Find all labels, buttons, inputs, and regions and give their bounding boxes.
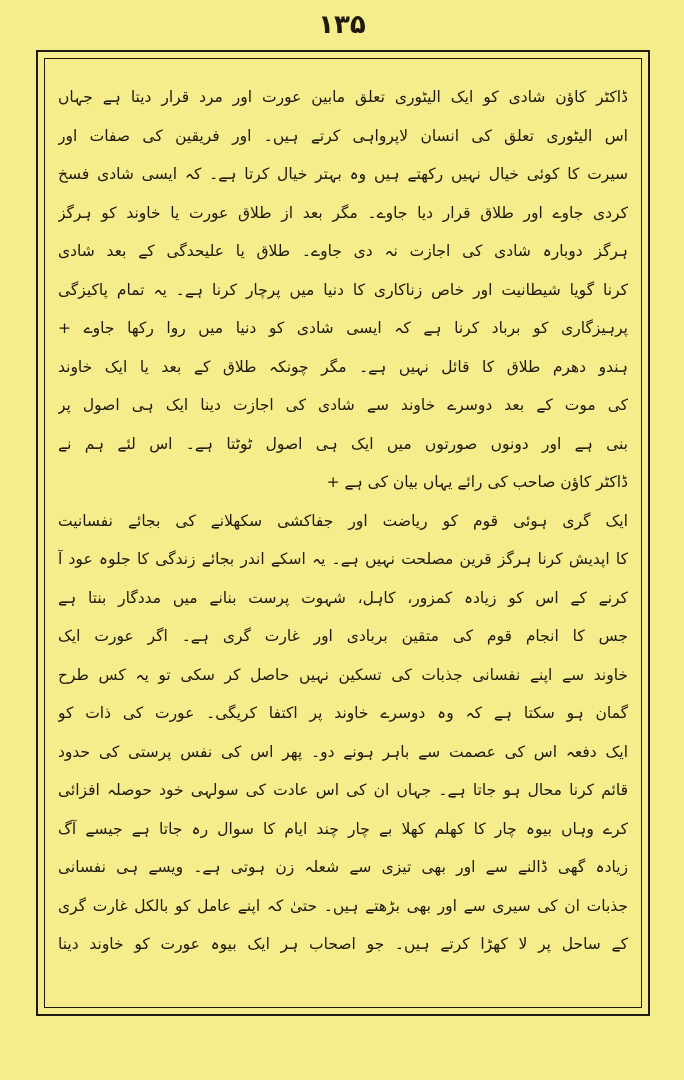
- text-line: اس الیٹوری تعلق کی انسان لاپرواہی کرتے ہیں۔ اور فریقین کی صفات اور: [58, 126, 628, 145]
- text-line: کا اپدیش کرنا ہرگز قرین مصلحت نہیں ہے۔ یہ اسکے اندر بجائے زندگی کا جلوہ عود آ: [58, 550, 628, 568]
- text-line: ایک دفعہ اس کی عصمت سے باہر ہونے دو۔ پھر اس کی نفس پرستی کی حدود: [58, 742, 628, 761]
- text-line: سیرت کا کوئی خیال نہیں رکھتے ہیں وہ بہتر خیال کرتا ہے۔ کہ ایسی شادی فسخ: [58, 165, 628, 183]
- text-line: کے ساحل پر لا کھڑا کرتے ہیں۔ جو اصحاب ہر ایک بیوہ عورت کو خاوند دینا: [58, 935, 628, 953]
- text-line: ہندو دھرم طلاق کا قائل نہیں ہے۔ مگر چونکہ طلاق کے بعد یا ایک خاوند: [58, 357, 628, 376]
- text-line: کرنے کے اس کو زیادہ کمزور، کاہل، شہوت پرست بنانے میں مددگار بنتا ہے: [58, 588, 628, 607]
- text-line: پرہیزگاری کو برباد کرنا ہے کہ ایسی شادی کو دنیا میں روا رکھا جاوے +: [58, 319, 628, 337]
- text-line: جذبات ان کی سیری سے اور بھی بڑھتے ہیں۔ حتیٰ کہ اپنے عامل کو بالکل غارت گری: [58, 896, 628, 915]
- text-line: زیادہ گھی ڈالنے سے اور بھی تیزی سے شعلہ زن ہوتی ہے۔ ویسے ہی نفسانی: [58, 858, 628, 876]
- text-line: کرے وہاں بیوہ چار کا کھلم کھلا بے چار چند ایام کا سوال رہ جاتا ہے جیسے آگ: [58, 819, 628, 838]
- text-line: خاوند سے اپنے نفسانی جذبات کی تسکین نہیں حاصل کر سکی تو یہ کس طرح: [58, 665, 628, 684]
- text-line: ڈاکٹر کاؤن شادی کو ایک الیٹوری تعلق مابین عورت اور مرد قرار دیتا ہے جہاں: [58, 88, 628, 106]
- text-line: کرنا گویا شیطانیت اور خاص زناکاری کا دنیا میں پرچار کرنا ہے۔ یہ تمام پاکیزگی: [58, 280, 628, 299]
- page-number: ۱۳۵: [318, 10, 366, 40]
- text-line: بنی ہے اور دونوں صورتوں میں ایک ہی اصول ٹوٹتا ہے۔ اس لئے ہم نے: [58, 434, 628, 453]
- text-line: کردی جاوے اور طلاق قرار دیا جاوے۔ مگر بعد از طلاق عورت یا خاوند کو ہرگز: [58, 203, 628, 222]
- text-line: جس کا انجام قوم کی متقین بربادی اور غارت گری ہے۔ اگر عورت ایک: [58, 627, 628, 645]
- text-line: ایک گری ہوئی قوم کو ریاضت اور جفاکشی سکھلانے کی بجائے نفسانیت: [58, 511, 628, 530]
- text-line: گمان ہو سکتا ہے کہ وہ دوسرے خاوند پر اکتفا کریگی۔ عورت کی ذات کو: [58, 704, 628, 722]
- text-line: ڈاکٹر کاؤن صاحب کی رائے یہاں بیان کی ہے +: [326, 473, 628, 491]
- body-text: [58, 78, 628, 964]
- text-line: ہرگز دوبارہ شادی کی اجازت نہ دی جاوے۔ طلاق یا علیحدگی کے بعد شادی: [58, 242, 628, 260]
- text-line: کی موت کے بعد دوسرے خاوند سے شادی کی اجازت دینا ایک ہی اصول پر: [58, 396, 628, 414]
- text-line: قائم کرنا محال ہو جاتا ہے۔ جہاں ان کی اس عادت کی سولہی خود حوصلہ افزائی: [58, 781, 628, 799]
